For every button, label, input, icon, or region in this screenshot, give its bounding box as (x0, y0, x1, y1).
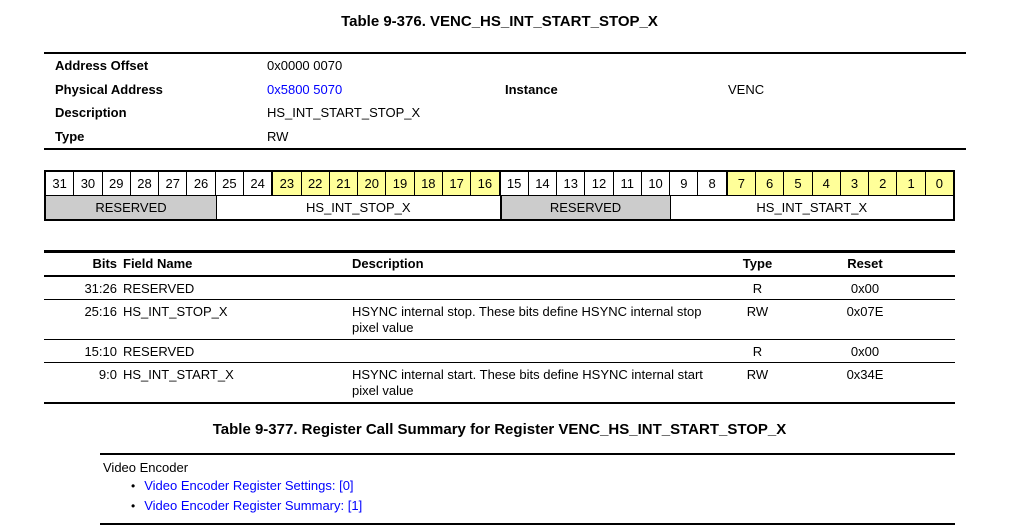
register-summary-link[interactable]: Video Encoder Register Summary: [1] (144, 498, 363, 513)
row-description (348, 340, 710, 347)
row-reset: 0x00 (850, 281, 880, 296)
instance-label: Instance (505, 81, 558, 97)
bit-number-cell: 2 (868, 172, 896, 195)
bit-number-cell: 1 (896, 172, 924, 195)
reserved-field-cell: RESERVED (500, 196, 670, 219)
list-item (103, 496, 955, 516)
row-reset: 0x07E (846, 304, 884, 319)
table-376-title: Table 9-376. VENC_HS_INT_START_STOP_X (341, 13, 658, 30)
bit-number-cell: 13 (556, 172, 584, 195)
row-description (348, 277, 710, 284)
bit-number-row (46, 172, 953, 195)
call-summary-group-label: Video Encoder (103, 460, 189, 475)
bit-layout-diagram (44, 170, 955, 221)
type-label: Type (55, 128, 85, 144)
bullet-icon: • (131, 499, 136, 513)
bit-number-cell: 4 (812, 172, 840, 195)
bit-number-cell: 8 (697, 172, 725, 195)
table-row (44, 363, 955, 404)
bit-number-cell: 9 (669, 172, 697, 195)
row-reset: 0x34E (846, 367, 884, 382)
bit-field-row (46, 195, 953, 219)
register-info-row (55, 101, 966, 125)
row-field-name: RESERVED (123, 281, 195, 296)
register-settings-link[interactable]: Video Encoder Register Settings: [0] (144, 478, 354, 493)
bit-number-cell: 5 (783, 172, 811, 195)
bit-number-cell: 14 (528, 172, 556, 195)
bit-number-cell: 22 (301, 172, 329, 195)
table-row (44, 277, 955, 300)
type-column-header: Type (742, 256, 773, 271)
bit-number-cell: 10 (641, 172, 669, 195)
bit-number-cell: 19 (385, 172, 413, 195)
address-offset-value: 0x0000 0070 (267, 58, 343, 74)
bit-number-cell: 26 (186, 172, 214, 195)
row-field-name: HS_INT_STOP_X (123, 304, 228, 319)
row-field-name: HS_INT_START_X (123, 367, 234, 382)
register-info-row (55, 125, 966, 149)
bit-number-cell: 12 (584, 172, 612, 195)
register-fields-table (44, 250, 955, 404)
field-name-cell: HS_INT_STOP_X (216, 196, 499, 219)
row-bits: 31:26 (84, 281, 117, 296)
bit-number-cell: 29 (102, 172, 130, 195)
row-bits: 15:10 (84, 344, 117, 359)
table-row (44, 340, 955, 363)
fields-table-header (44, 253, 955, 277)
row-type: R (752, 344, 763, 359)
table-377-title: Table 9-377. Register Call Summary for Register VENC_HS_INT_START_STOP_X (212, 421, 787, 438)
bit-number-cell: 20 (357, 172, 385, 195)
row-field-name: RESERVED (123, 344, 195, 359)
bit-number-cell: 30 (73, 172, 101, 195)
bit-number-cell: 16 (470, 172, 498, 195)
bit-number-cell: 15 (499, 172, 528, 195)
table-row (44, 300, 955, 340)
list-item (103, 476, 955, 496)
bit-number-cell: 24 (243, 172, 271, 195)
description-column-header: Description (352, 256, 424, 271)
bit-number-cell: 25 (215, 172, 243, 195)
row-bits: 9:0 (98, 367, 117, 382)
description-value: HS_INT_START_STOP_X (267, 105, 421, 121)
row-type: RW (746, 304, 769, 319)
field-name-cell: HS_INT_START_X (670, 196, 953, 219)
bit-number-cell: 28 (130, 172, 158, 195)
reset-column-header: Reset (847, 256, 883, 271)
register-info-row (55, 54, 966, 78)
bit-number-cell: 23 (271, 172, 300, 195)
bit-number-cell: 7 (726, 172, 755, 195)
row-bits: 25:16 (84, 304, 117, 319)
bit-number-cell: 18 (414, 172, 442, 195)
bits-column-header: Bits (92, 256, 117, 271)
row-description: HSYNC internal stop. These bits define HSYNC internal stop pixel value (352, 304, 702, 335)
bit-number-cell: 11 (613, 172, 641, 195)
field-name-column-header: Field Name (123, 256, 193, 271)
address-offset-label: Address Offset (55, 58, 149, 74)
bit-number-cell: 21 (329, 172, 357, 195)
register-info-table (44, 52, 966, 150)
row-type: RW (746, 367, 769, 382)
bit-number-cell: 27 (158, 172, 186, 195)
row-reset: 0x00 (850, 344, 880, 359)
reserved-field-cell: RESERVED (46, 196, 216, 219)
row-description: HSYNC internal start. These bits define HSYNC internal start pixel value (352, 367, 703, 398)
register-info-row (55, 78, 966, 102)
physical-address-link[interactable]: 0x5800 5070 (267, 81, 343, 97)
bit-number-cell: 3 (840, 172, 868, 195)
bit-number-cell: 0 (925, 172, 953, 195)
type-value: RW (267, 128, 289, 144)
physical-address-label: Physical Address (55, 81, 163, 97)
bit-number-cell: 6 (755, 172, 783, 195)
register-call-summary-table (100, 453, 955, 525)
bit-number-cell: 31 (46, 172, 73, 195)
bullet-icon: • (131, 479, 136, 493)
row-type: R (752, 281, 763, 296)
instance-value: VENC (728, 81, 765, 97)
description-label: Description (55, 105, 127, 121)
bit-number-cell: 17 (442, 172, 470, 195)
